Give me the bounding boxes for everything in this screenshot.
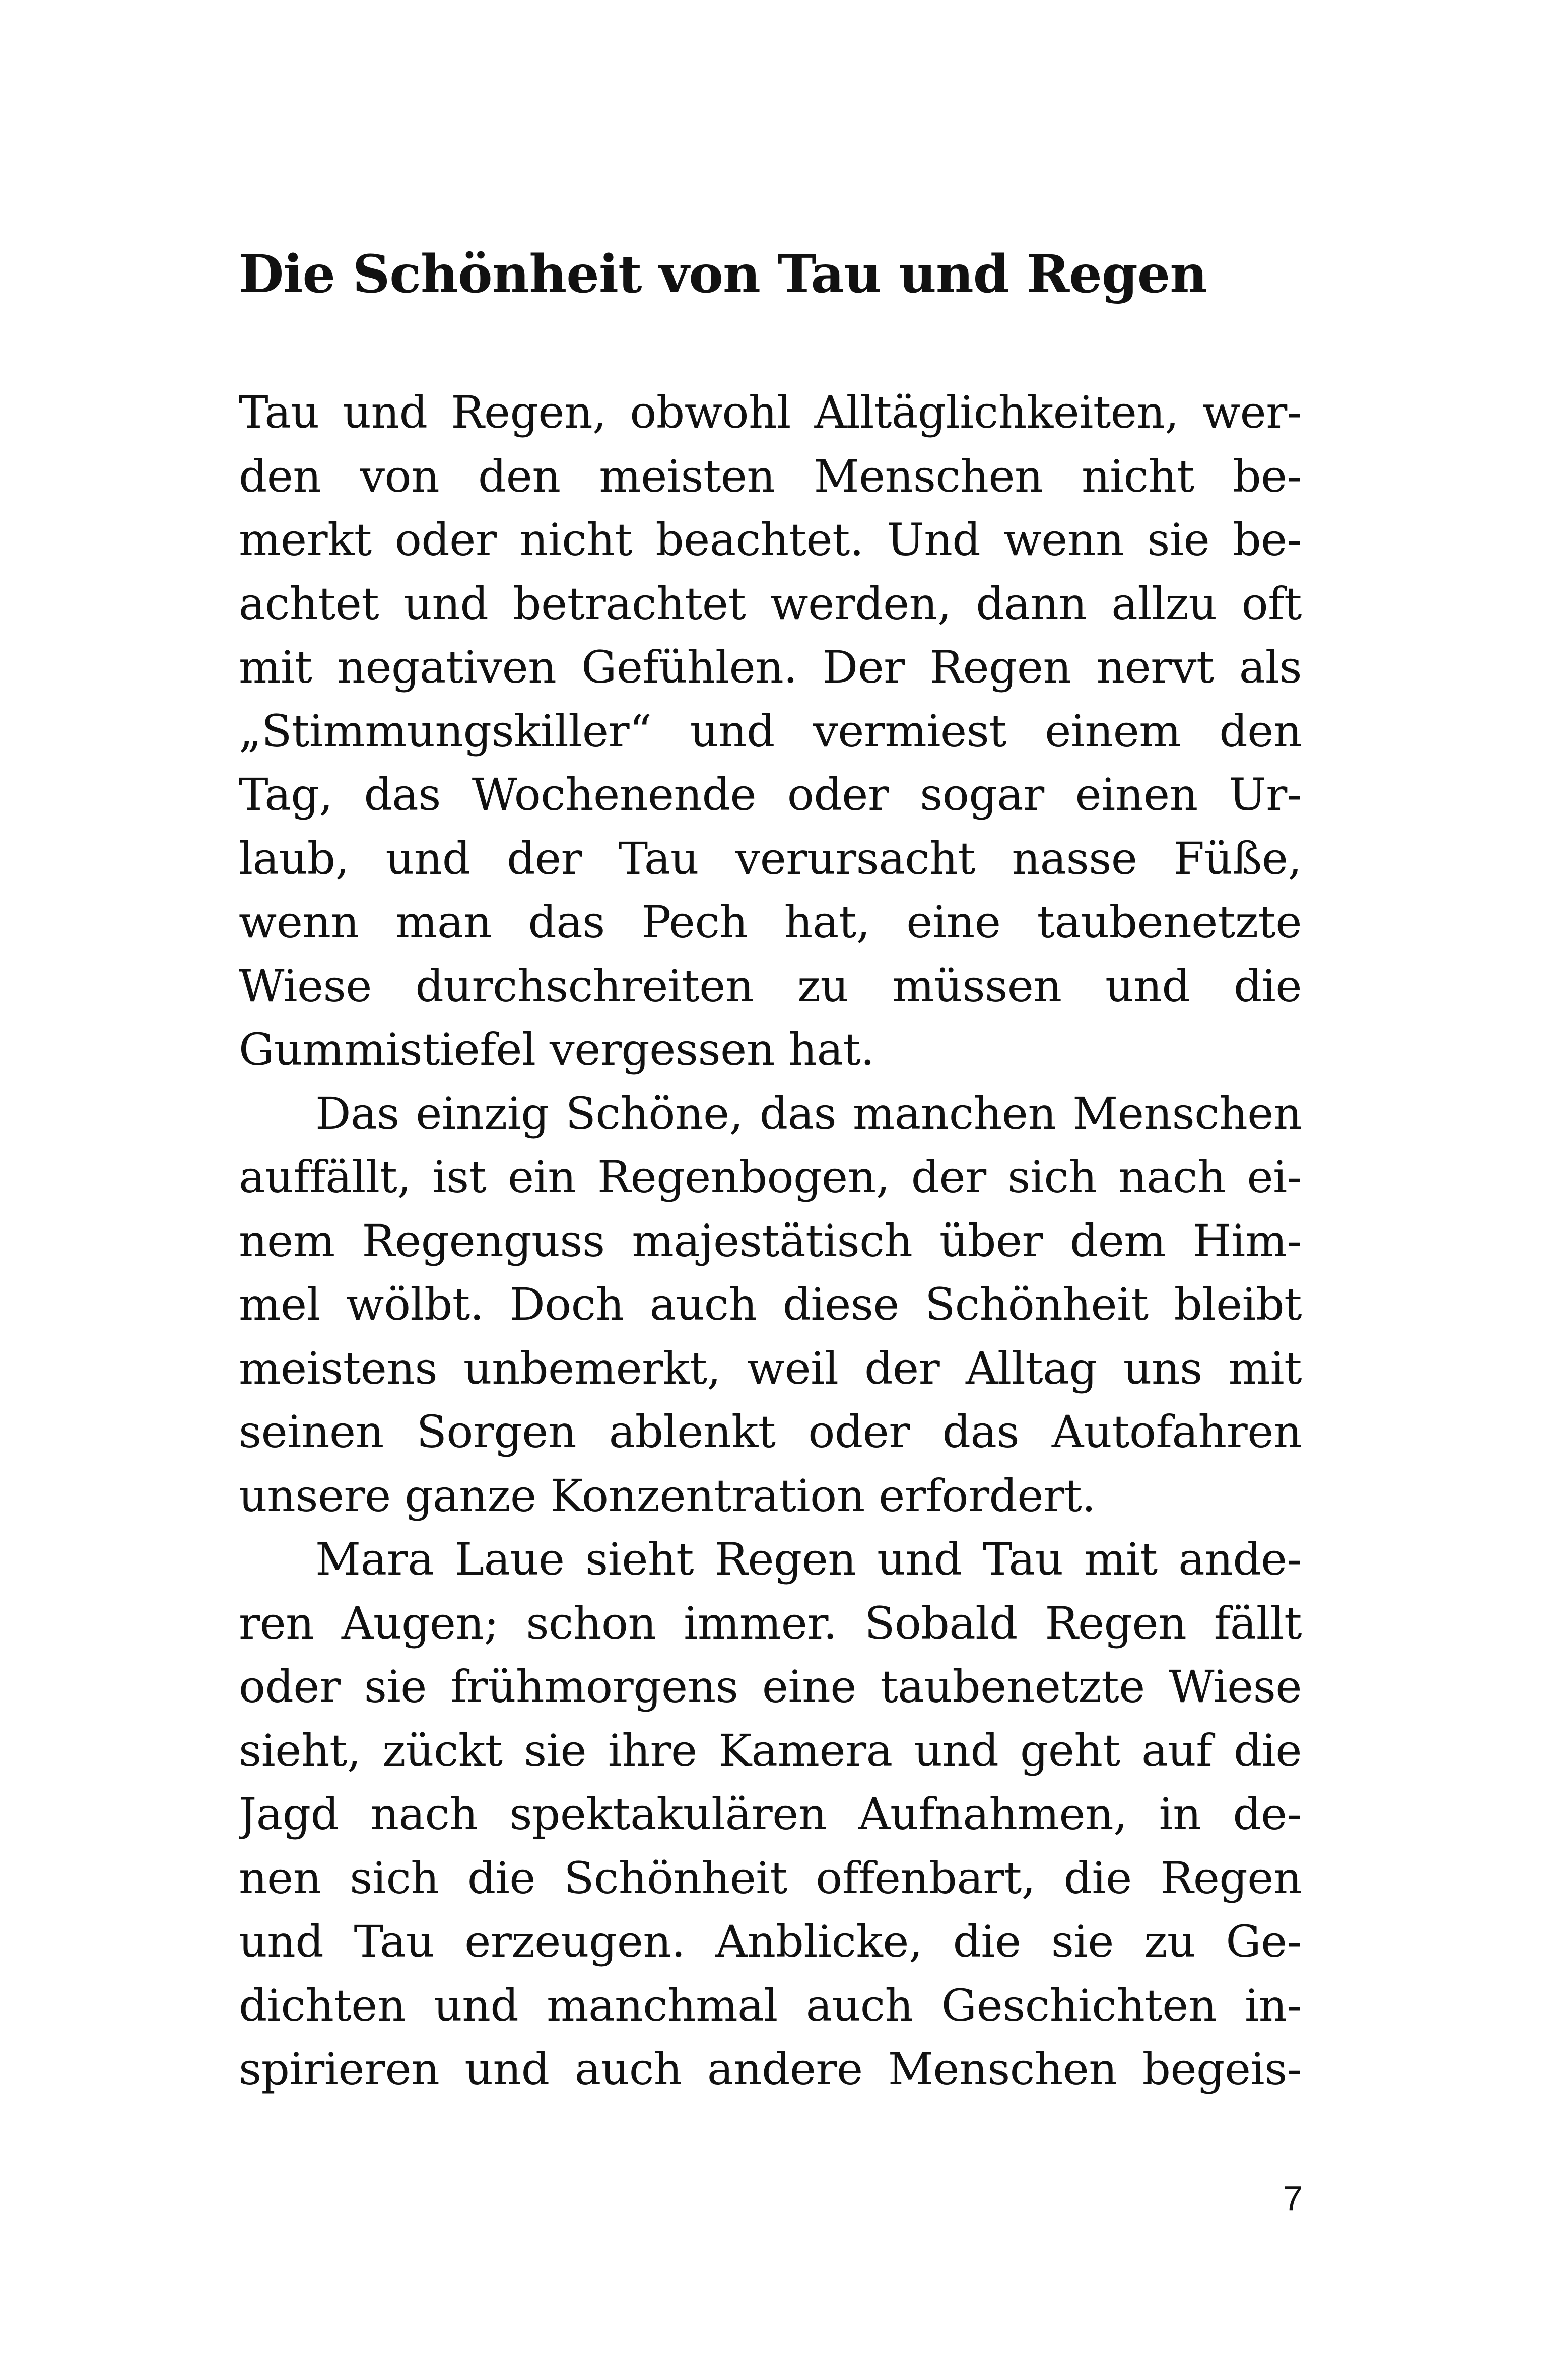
text-line: merkt oder nicht beachtet. Und wenn sie be-: [239, 514, 1302, 566]
text-line: Jagd nach spektakulären Aufnahmen, in de-: [239, 1788, 1302, 1840]
text-line: „Stimmungskiller“ und vermiest einem den: [239, 705, 1302, 757]
text-line: achtet und betrachtet werden, dann allzu oft: [239, 577, 1302, 630]
text-line: nen sich die Schönheit offenbart, die Regen: [239, 1852, 1302, 1904]
text-line: mit negativen Gefühlen. Der Regen nervt als: [239, 641, 1302, 693]
text-line: wenn man das Pech hat, eine taubenetzte: [239, 896, 1302, 948]
text-line: Wiese durchschreiten zu müssen und die: [239, 960, 1302, 1012]
text-line: ren Augen; schon immer. Sobald Regen fällt: [239, 1597, 1302, 1649]
chapter-title: Die Schönheit von Tau und Regen: [239, 244, 1207, 305]
text-line: sieht, zückt sie ihre Kamera und geht auf die: [239, 1724, 1302, 1777]
paragraph-start-line: Mara Laue sieht Regen und Tau mit ande-: [315, 1533, 1302, 1585]
text-line: laub, und der Tau verursacht nasse Füße,: [239, 832, 1302, 885]
text-line: Tau und Regen, obwohl Alltäglichkeiten, wer-: [239, 386, 1302, 438]
text-line: dichten und manchmal auch Geschichten in-: [239, 1979, 1302, 2031]
text-line: unsere ganze Konzentration erfordert.: [239, 1469, 1096, 1522]
paragraph-start-line: Das einzig Schöne, das manchen Menschen: [315, 1087, 1302, 1139]
body-text: [239, 381, 1302, 2101]
text-line: mel wölbt. Doch auch diese Schönheit bleibt: [239, 1278, 1302, 1330]
text-line: meistens unbemerkt, weil der Alltag uns mit: [239, 1342, 1302, 1394]
text-line: und Tau erzeugen. Anblicke, die sie zu Ge-: [239, 1916, 1302, 1967]
text-line: spirieren und auch andere Menschen begeis-: [239, 2043, 1302, 2095]
text-line: Gummistiefel vergessen hat.: [239, 1024, 874, 1075]
text-line: auffällt, ist ein Regenbogen, der sich nach ei-: [239, 1151, 1302, 1203]
text-line: nem Regenguss majestätisch über dem Him-: [239, 1214, 1302, 1267]
page-number: 7: [1283, 2179, 1303, 2218]
text-line: Tag, das Wochenende oder sogar einen Ur-: [239, 769, 1302, 821]
text-line: oder sie frühmorgens eine taubenetzte Wiese: [239, 1661, 1302, 1713]
text-line: den von den meisten Menschen nicht be-: [239, 450, 1302, 502]
text-line: seinen Sorgen ablenkt oder das Autofahren: [239, 1406, 1302, 1458]
